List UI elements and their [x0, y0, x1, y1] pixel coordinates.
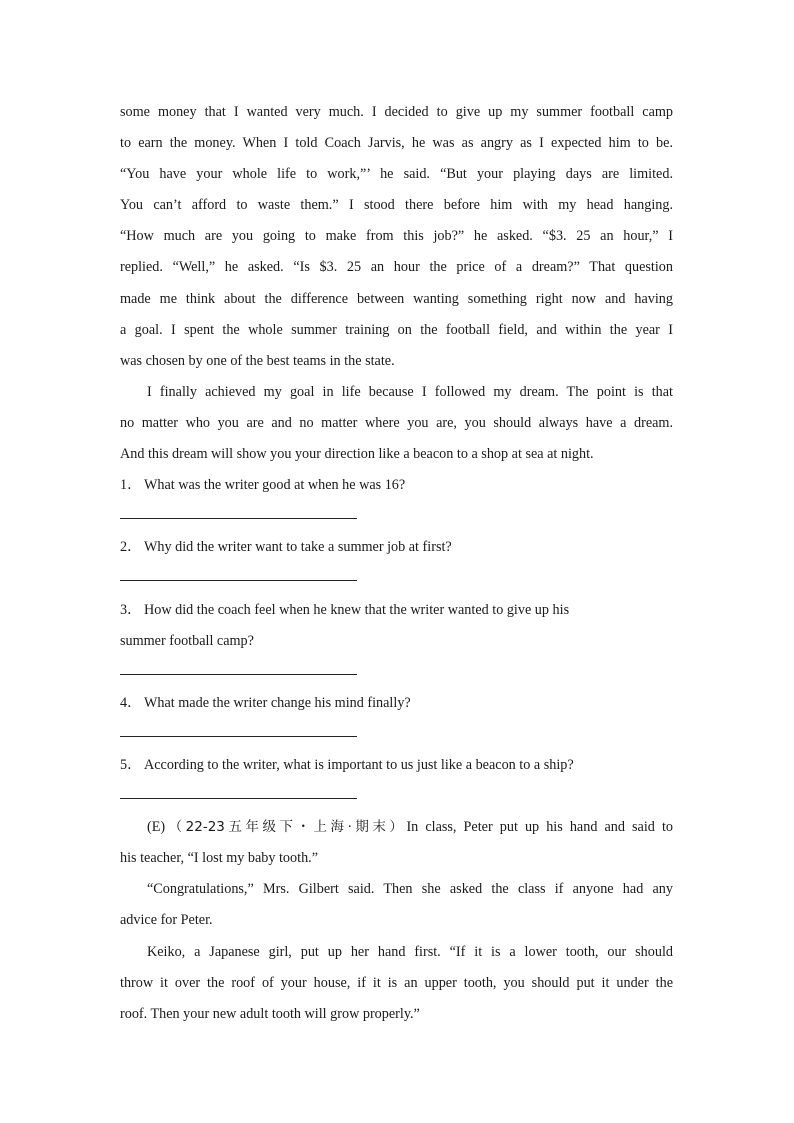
- passage-line: his teacher, “I lost my baby tooth.”: [120, 850, 319, 867]
- passage-line: throw it over the roof of your house, if it is an upper tooth, you should put it under the: [120, 974, 673, 991]
- passage-e: [120, 812, 673, 1030]
- question-number: 2．: [120, 539, 142, 556]
- passage-line: I finally achieved my goal in life because I followed my dream. The point is that: [147, 383, 673, 400]
- question-5: [120, 750, 673, 812]
- passage-line: replied. “Well,” he asked. “Is $3. 25 an hour the price of a dream?” That question: [120, 259, 673, 276]
- answer-line-5[interactable]: [120, 781, 673, 812]
- passage-d-continuation: [120, 97, 673, 377]
- passage-line: roof. Then your new adult tooth will grow properly.”: [120, 1005, 420, 1022]
- question-number: 5．: [120, 756, 142, 773]
- passage-line: Keiko, a Japanese girl, put up her hand first. “If it is a lower tooth, our should: [147, 943, 673, 960]
- passage-line: some money that I wanted very much. I decided to give up my summer football camp: [120, 104, 673, 120]
- question-text: What made the writer change his mind finally?: [144, 694, 411, 711]
- question-3: [120, 595, 673, 688]
- question-text: According to the writer, what is important to us just like a beacon to a ship?: [144, 756, 574, 773]
- question-number: 1．: [120, 477, 142, 494]
- passage-line: no matter who you are and no matter where you are, you should always have a dream.: [120, 414, 673, 431]
- passage-line: In class, Peter put up his hand and said to: [406, 819, 673, 836]
- source-tag: （22-23五年级下・上海·期末）: [165, 819, 407, 836]
- question-1: [120, 470, 673, 532]
- question-number: 3．: [120, 601, 142, 618]
- question-number: 4．: [120, 694, 142, 711]
- section-label: (E): [147, 819, 166, 836]
- passage-line: “How much are you going to make from this job?” he asked. “$3. 25 an hour,” I: [120, 228, 673, 245]
- passage-line: was chosen by one of the best teams in the state.: [120, 352, 395, 369]
- question-list: [120, 470, 673, 812]
- question-text: How did the coach feel when he knew that the writer wanted to give up his: [144, 601, 570, 618]
- passage-line: “Congratulations,” Mrs. Gilbert said. Then she asked the class if anyone had any: [147, 881, 673, 898]
- passage-d-conclusion: [120, 377, 673, 470]
- question-text-continued: summer football camp?: [120, 632, 254, 649]
- page-content: [120, 97, 673, 1030]
- answer-line-2[interactable]: [120, 563, 673, 594]
- passage-e-first-line: [120, 812, 673, 843]
- passage-line: You can’t afford to waste them.” I stood there before him with my head hanging.: [120, 197, 673, 214]
- answer-line-3[interactable]: [120, 657, 673, 688]
- answer-line-4[interactable]: [120, 719, 673, 750]
- passage-line: And this dream will show you your direction like a beacon to a shop at sea at night.: [120, 446, 594, 463]
- passage-line: “You have your whole life to work,”’ he said. “But your playing days are limited.: [120, 166, 673, 183]
- passage-line: to earn the money. When I told Coach Jarvis, he was as angry as I expected him to be.: [120, 135, 673, 152]
- passage-line: made me think about the difference between wanting something right now and having: [120, 290, 673, 307]
- question-text: Why did the writer want to take a summer job at first?: [144, 539, 452, 556]
- answer-line-1[interactable]: [120, 501, 673, 532]
- passage-line: a goal. I spent the whole summer training on the football field, and within the year I: [120, 321, 673, 338]
- question-2: [120, 532, 673, 594]
- question-text: What was the writer good at when he was 16?: [144, 477, 406, 494]
- question-4: [120, 688, 673, 750]
- passage-line: advice for Peter.: [120, 912, 213, 929]
